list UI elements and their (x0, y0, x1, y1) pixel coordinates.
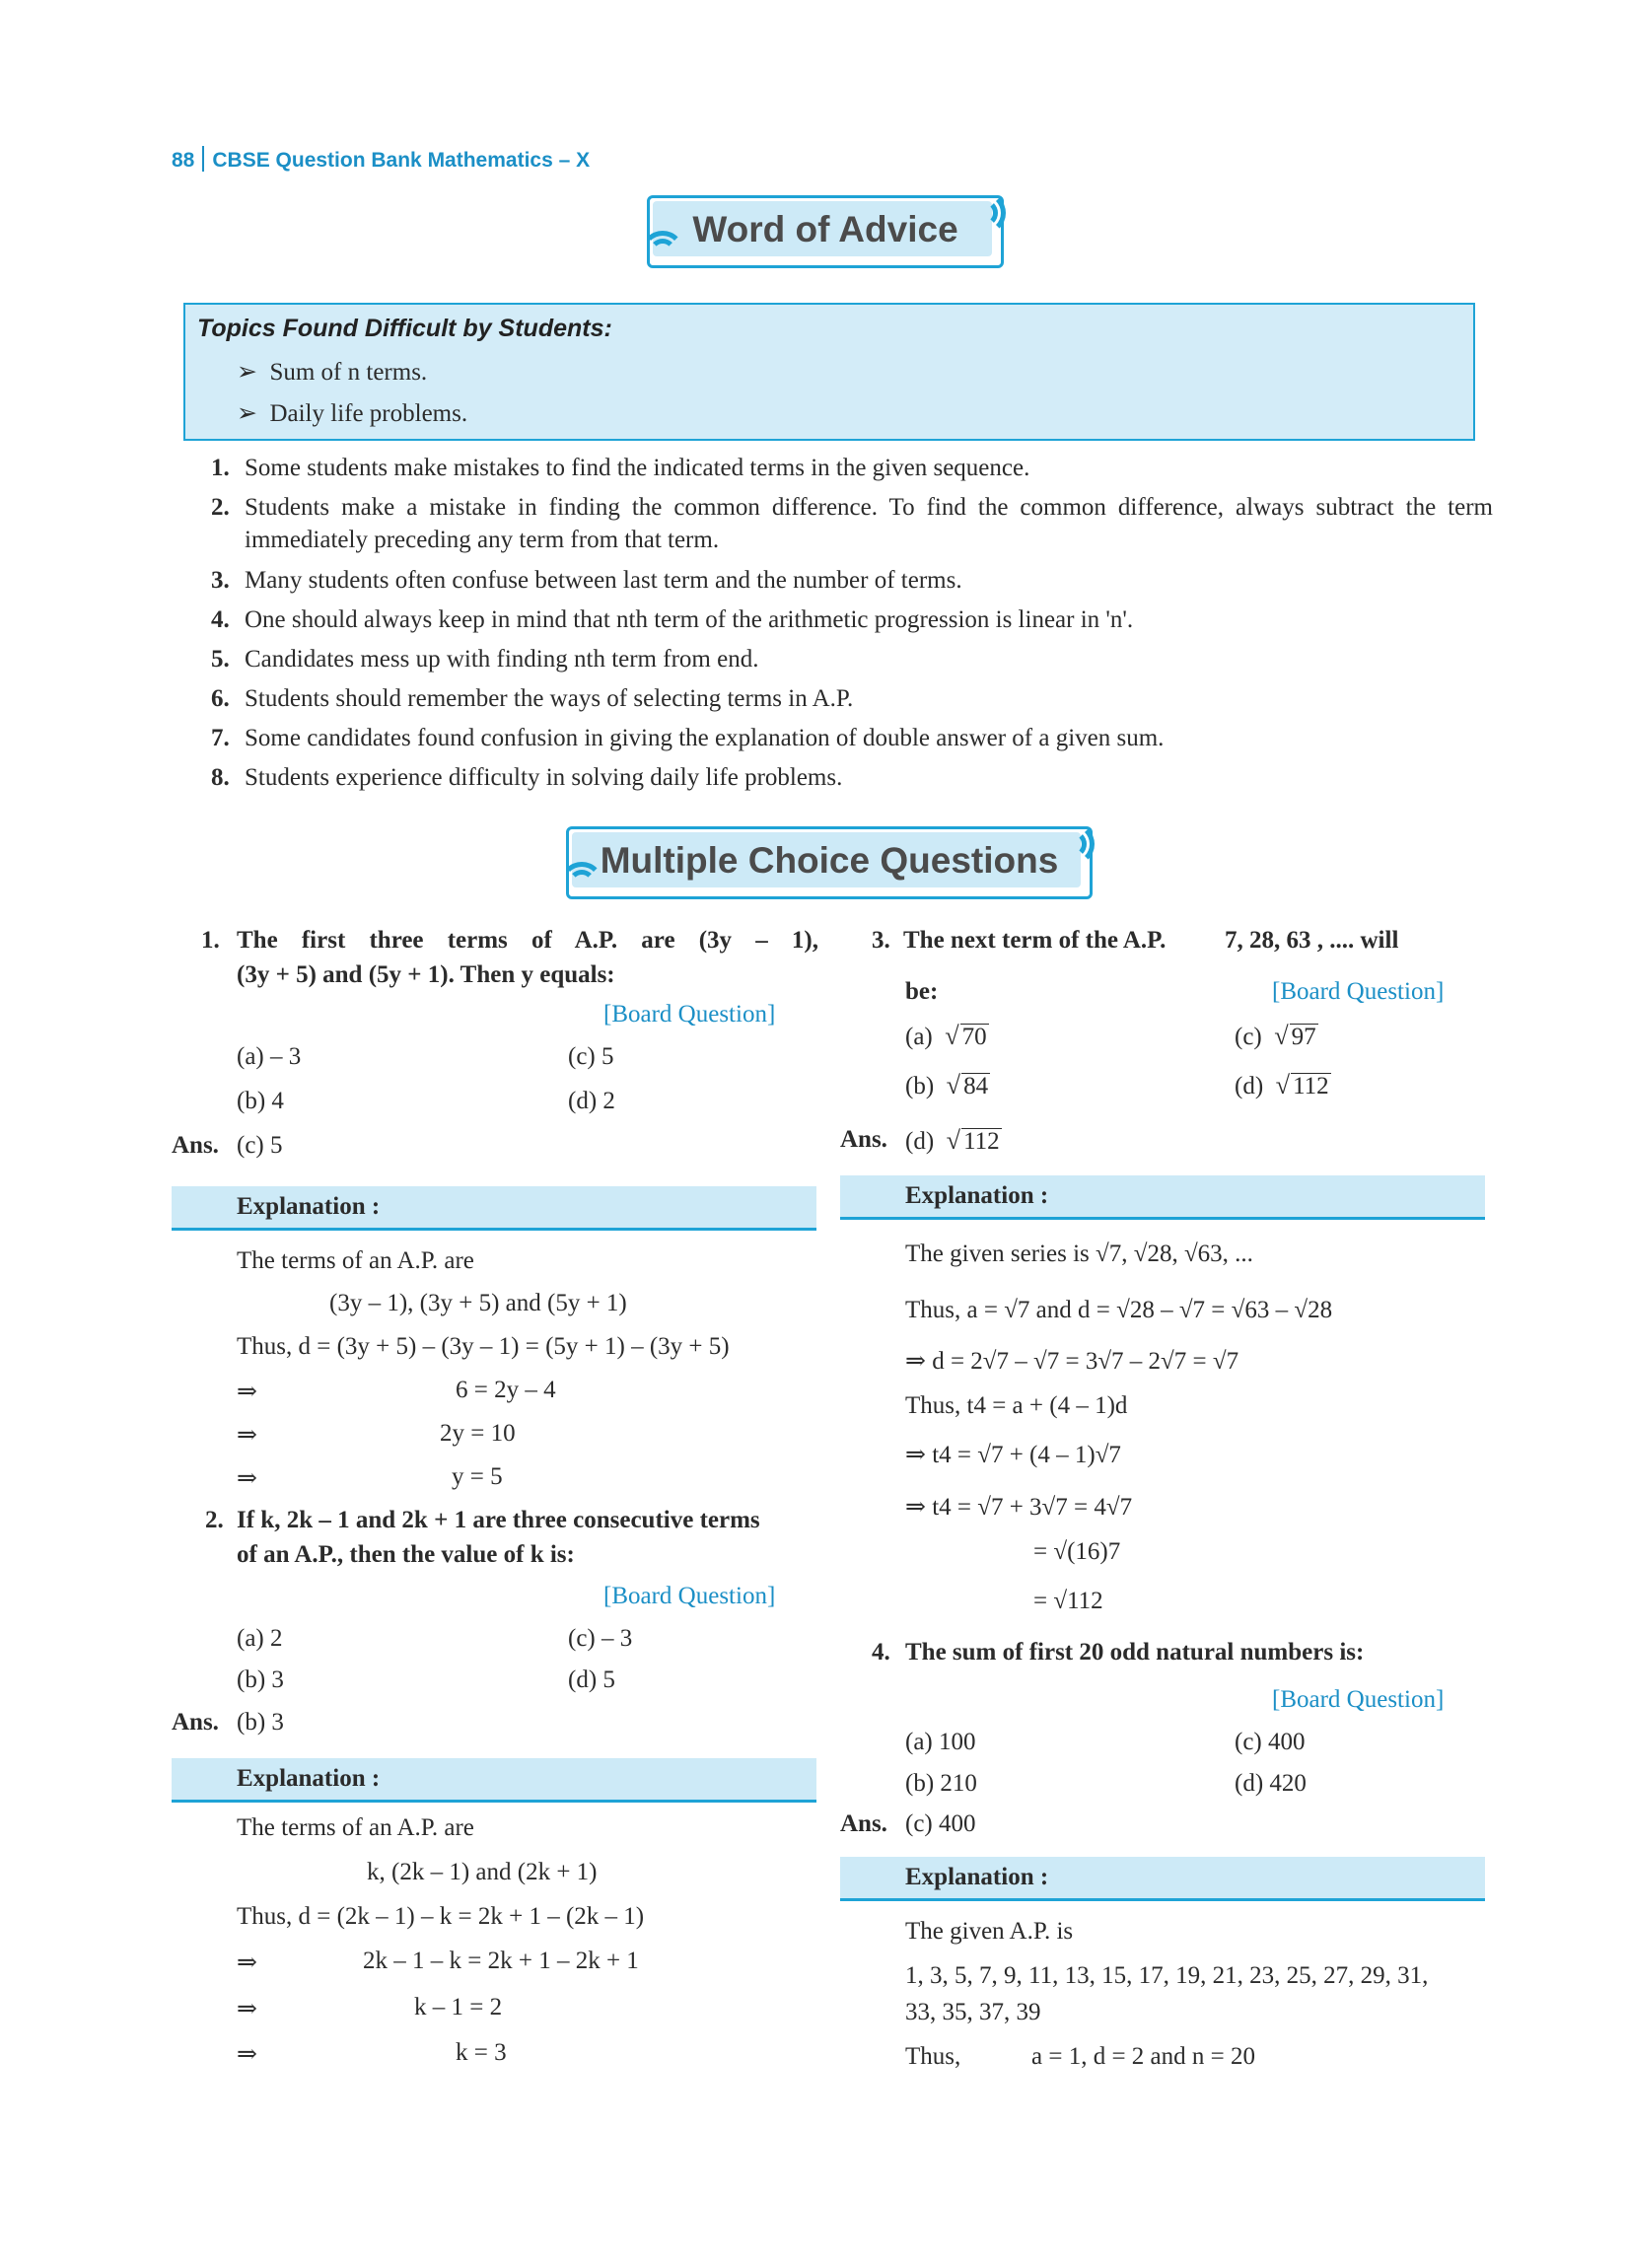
q4-explanation-bar (840, 1857, 1485, 1901)
q2-exp-line: k = 3 (456, 2039, 507, 2066)
header-divider (202, 146, 204, 172)
q3-exp-line: The given series is √7, √28, √63, ... (905, 1240, 1253, 1267)
q2-option-c: (c) – 3 (568, 1625, 633, 1652)
signal-arcs-icon (560, 862, 603, 905)
implies-symbol: ⇒ (237, 2041, 257, 2068)
mcq-banner (566, 826, 1093, 899)
q4-option-b: (b) 210 (905, 1770, 977, 1797)
word-of-advice-title: Word of Advice (692, 209, 958, 249)
q2-exp-line: The terms of an A.P. are (237, 1814, 474, 1841)
q1-board-tag: [Board Question] (603, 1001, 776, 1028)
q2-text-line2: of an A.P., then the value of k is: (237, 1541, 575, 1568)
q3-text-line2: be: (905, 978, 939, 1005)
q4-exp-line: a = 1, d = 2 and n = 20 (1031, 2043, 1255, 2070)
q3-exp-line: = √112 (1033, 1588, 1103, 1614)
q4-option-a: (a) 100 (905, 1729, 976, 1755)
q2-ans-label: Ans. (172, 1709, 219, 1736)
q3-explanation-bar (840, 1175, 1485, 1220)
book-title: CBSE Question Bank Mathematics – X (212, 149, 591, 172)
mcq-title: Multiple Choice Questions (600, 840, 1059, 881)
q3-number: 3. (872, 927, 890, 954)
q3-answer: (d) √ 112 (905, 1126, 1000, 1155)
q3-option-d: (d) √ 112 (1235, 1071, 1329, 1099)
word-of-advice-banner (647, 195, 1004, 268)
q4-exp-line: The given A.P. is (905, 1918, 1074, 1945)
q1-exp-line: 2y = 10 (440, 1420, 516, 1447)
q2-explanation-bar (172, 1758, 816, 1803)
q3-board-tag: [Board Question] (1272, 978, 1445, 1005)
q1-text-line1: The first three terms of A.P. are (3y – 1), (237, 927, 818, 954)
q1-exp-line: y = 5 (452, 1463, 503, 1490)
q3-explanation-label: Explanation : (905, 1182, 1049, 1209)
q1-exp-line: Thus, d = (3y + 5) – (3y – 1) = (5y + 1) – (3y + 5) (237, 1333, 730, 1360)
q3-option-c: (c) √ 97 (1235, 1022, 1316, 1050)
q2-board-tag: [Board Question] (603, 1583, 776, 1609)
q1-option-b: (b) 4 (237, 1088, 284, 1114)
q1-text-line2: (3y + 5) and (5y + 1). Then y equals: (237, 961, 615, 988)
signal-arcs-icon (962, 191, 1006, 235)
q4-answer: (c) 400 (905, 1810, 976, 1837)
q1-answer: (c) 5 (237, 1132, 283, 1159)
page-header (172, 146, 590, 173)
q3-exp-line: = √(16)7 (1033, 1538, 1121, 1565)
signal-arcs-icon (1051, 822, 1095, 866)
q1-option-a: (a) – 3 (237, 1043, 302, 1070)
q4-exp-line: 33, 35, 37, 39 (905, 1999, 1041, 2025)
q1-option-c: (c) 5 (568, 1043, 614, 1070)
q3-option-a: (a) √ 70 (905, 1022, 987, 1050)
implies-symbol: ⇒ (237, 1996, 257, 2022)
q3-exp-line: Thus, a = √7 and d = √28 – √7 = √63 – √28 (905, 1297, 1333, 1323)
q1-ans-label: Ans. (172, 1132, 219, 1159)
q2-exp-line: Thus, d = (2k – 1) – k = 2k + 1 – (2k – 1) (237, 1903, 645, 1930)
signal-arcs-icon (641, 231, 684, 274)
implies-symbol: ⇒ (237, 1465, 257, 1492)
q1-explanation-label: Explanation : (237, 1193, 381, 1220)
q1-explanation-bar (172, 1186, 816, 1231)
q3-terms: 7, 28, 63 , .... will (1225, 927, 1399, 954)
topics-heading: Topics Found Difficult by Students: (197, 315, 612, 342)
advice-list: 1. Some students make mistakes to find the indicated terms in the given sequence. 2. Students make a mistake in finding the common difference. To find the common difference, always subtract the term immediately preceding any term from that term. 3. Many students often confuse between last term and the number of terms. 4. One should always keep in mind that nth term of the arithmetic progression is linear in 'n'. 5. Candidates mess up with finding nth term from end. 6. Students should remember the ways of selecting terms in A.P. 7. Some candidates found confusion in giving the explanation of double answer of a given sum. 8. Students experience difficulty in solving daily life problems. (211, 455, 1493, 791)
q4-ans-label: Ans. (840, 1810, 887, 1837)
topic-item: ➢ Daily life problems. (237, 400, 468, 427)
q4-text-line1: The sum of first 20 odd natural numbers is: (905, 1639, 1365, 1666)
q4-exp-line: Thus, (905, 2043, 961, 2070)
q4-number: 4. (872, 1639, 890, 1666)
topic-item: ➢ Sum of n terms. (237, 359, 428, 386)
q4-exp-line: 1, 3, 5, 7, 9, 11, 13, 15, 17, 19, 21, 23, 25, 27, 29, 31, (905, 1962, 1429, 1989)
q4-option-d: (d) 420 (1235, 1770, 1307, 1797)
q3-exp-line: Thus, t4 = a + (4 – 1)d (905, 1392, 1128, 1419)
implies-symbol: ⇒ (237, 1422, 257, 1449)
q2-answer: (b) 3 (237, 1709, 284, 1736)
q2-exp-line: k, (2k – 1) and (2k + 1) (367, 1859, 598, 1885)
q2-exp-line: k – 1 = 2 (414, 1994, 503, 2020)
q1-option-d: (d) 2 (568, 1088, 615, 1114)
q3-option-b: (b) √ 84 (905, 1071, 989, 1099)
q1-exp-line: The terms of an A.P. are (237, 1247, 474, 1274)
q2-option-d: (d) 5 (568, 1666, 615, 1693)
q2-explanation-label: Explanation : (237, 1765, 381, 1792)
q3-exp-line: ⇒ t4 = √7 + (4 – 1)√7 (905, 1442, 1121, 1468)
topics-box (183, 303, 1475, 441)
q2-exp-line: 2k – 1 – k = 2k + 1 – 2k + 1 (363, 1948, 639, 1974)
q4-explanation-label: Explanation : (905, 1864, 1049, 1890)
q1-exp-line: 6 = 2y – 4 (456, 1377, 556, 1403)
advice-item: 2. Students make a mistake in finding the common difference. To find the common difference, always subtract the term immediately preceding any term from that term. (211, 494, 1493, 553)
q3-exp-line: ⇒ d = 2√7 – √7 = 3√7 – 2√7 = √7 (905, 1348, 1239, 1375)
implies-symbol: ⇒ (237, 1379, 257, 1405)
q2-number: 2. (205, 1507, 224, 1533)
q2-option-b: (b) 3 (237, 1666, 284, 1693)
implies-symbol: ⇒ (237, 1949, 257, 1976)
q3-ans-label: Ans. (840, 1126, 887, 1153)
q4-option-c: (c) 400 (1235, 1729, 1306, 1755)
q2-text-line1: If k, 2k – 1 and 2k + 1 are three consecutive terms (237, 1507, 760, 1533)
q1-exp-line: (3y – 1), (3y + 5) and (5y + 1) (329, 1290, 627, 1316)
q3-text-line1: The next term of the A.P. (903, 927, 1167, 954)
q4-board-tag: [Board Question] (1272, 1686, 1445, 1713)
q1-number: 1. (201, 927, 220, 954)
q3-exp-line: ⇒ t4 = √7 + 3√7 = 4√7 (905, 1494, 1133, 1521)
q2-option-a: (a) 2 (237, 1625, 283, 1652)
page-number: 88 (172, 149, 195, 172)
